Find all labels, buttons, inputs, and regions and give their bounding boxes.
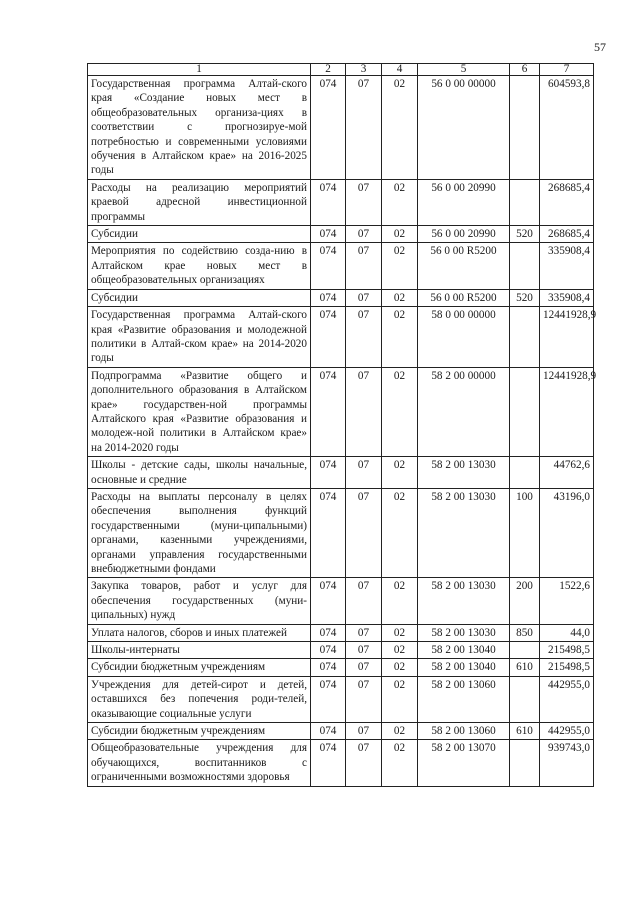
section-code-cell: 07 — [346, 659, 382, 676]
amount-cell: 335908,4 — [540, 289, 594, 306]
target-article-cell: 58 2 00 13030 — [418, 457, 510, 489]
target-article-cell: 56 0 00 R5200 — [418, 289, 510, 306]
section-code-cell: 07 — [346, 676, 382, 722]
column-header: 3 — [346, 64, 382, 76]
table-row — [88, 307, 594, 368]
ministry-code-cell: 074 — [311, 226, 346, 243]
table-row — [88, 488, 594, 577]
target-article-cell: 58 2 00 13030 — [418, 624, 510, 641]
amount-cell: 215498,5 — [540, 659, 594, 676]
expense-type-cell — [510, 76, 540, 180]
table-body — [88, 76, 597, 787]
section-code-cell: 07 — [346, 488, 382, 577]
amount-cell: 442955,0 — [540, 723, 594, 740]
section-code-cell: 07 — [346, 624, 382, 641]
section-code-cell: 07 — [346, 740, 382, 786]
amount-cell: 442955,0 — [540, 676, 594, 722]
target-article-cell: 56 0 00 20990 — [418, 179, 510, 225]
expense-type-cell — [510, 179, 540, 225]
section-code-cell: 07 — [346, 578, 382, 624]
amount-cell: 44762,6 — [540, 457, 594, 489]
section-code-cell: 07 — [346, 226, 382, 243]
section-code-cell: 07 — [346, 723, 382, 740]
target-article-cell: 56 0 00 R5200 — [418, 243, 510, 289]
table-row — [88, 226, 594, 243]
amount-cell: 43196,0 — [540, 488, 594, 577]
amount-cell: 939743,0 — [540, 740, 594, 786]
subsection-code-cell: 02 — [382, 243, 418, 289]
target-article-cell: 58 2 00 00000 — [418, 367, 510, 456]
ministry-code-cell: 074 — [311, 76, 346, 180]
table-row — [88, 624, 594, 641]
ministry-code-cell: 074 — [311, 289, 346, 306]
subsection-code-cell: 02 — [382, 76, 418, 180]
column-header: 2 — [311, 64, 346, 76]
column-header: 4 — [382, 64, 418, 76]
row-name-cell: Расходы на выплаты персоналу в целях обеспечения выполнения функций государственными (муни-ципальными) органами, казенными учреждениями, органами управления государственными внебюджетными фондами — [88, 488, 311, 577]
expense-type-cell: 200 — [510, 578, 540, 624]
row-name-cell: Закупка товаров, работ и услуг для обеспечения государственных (муни-ципальных) нужд — [88, 578, 311, 624]
column-header: 1 — [88, 64, 311, 76]
expense-type-cell — [510, 676, 540, 722]
row-name-cell: Подпрограмма «Развитие общего и дополнительного образования в Алтайском крае» государствен-ной программы Алтайского края «Развитие образования и молодеж-ной политики в Алтайском крае» на 2014-2020 годы — [88, 367, 311, 456]
subsection-code-cell: 02 — [382, 642, 418, 659]
table-header-row — [88, 64, 594, 76]
amount-cell: 44,0 — [540, 624, 594, 641]
amount-cell: 335908,4 — [540, 243, 594, 289]
ministry-code-cell: 074 — [311, 307, 346, 368]
target-article-cell: 56 0 00 20990 — [418, 226, 510, 243]
expense-type-cell — [510, 740, 540, 786]
subsection-code-cell: 02 — [382, 578, 418, 624]
row-name-cell: Государственная программа Алтай-ского края «Развитие образования и молодежной политики в Алтай-ском крае» на 2014-2020 годы — [88, 307, 311, 368]
subsection-code-cell: 02 — [382, 367, 418, 456]
expense-type-cell — [510, 307, 540, 368]
ministry-code-cell: 074 — [311, 624, 346, 641]
target-article-cell: 58 2 00 13070 — [418, 740, 510, 786]
subsection-code-cell: 02 — [382, 624, 418, 641]
amount-cell: 12441928,9 — [540, 367, 594, 456]
table-row — [88, 289, 594, 306]
table-row — [88, 367, 594, 456]
table-row — [88, 676, 594, 722]
section-code-cell: 07 — [346, 307, 382, 368]
table-row — [88, 243, 594, 289]
table-row — [88, 457, 594, 489]
target-article-cell: 58 2 00 13040 — [418, 659, 510, 676]
amount-cell: 12441928,9 — [540, 307, 594, 368]
expense-type-cell: 610 — [510, 659, 540, 676]
subsection-code-cell: 02 — [382, 289, 418, 306]
row-name-cell: Государственная программа Алтай-ского края «Создание новых мест в общеобразовательных организа-циях в соответствии с прогнозируе-мой потребностью и современными условиями обучения в Алтайском крае» на 2016-2025 годы — [88, 76, 311, 180]
table-row — [88, 642, 594, 659]
row-name-cell: Уплата налогов, сборов и иных платежей — [88, 624, 311, 641]
section-code-cell: 07 — [346, 289, 382, 306]
ministry-code-cell: 074 — [311, 578, 346, 624]
row-name-cell: Расходы на реализацию мероприятий краевой адресной инвестиционной программы — [88, 179, 311, 225]
row-name-cell: Субсидии — [88, 289, 311, 306]
column-header: 7 — [540, 64, 594, 76]
target-article-cell: 58 2 00 13060 — [418, 723, 510, 740]
subsection-code-cell: 02 — [382, 723, 418, 740]
table-row — [88, 659, 594, 676]
amount-cell: 1522,6 — [540, 578, 594, 624]
expense-type-cell: 520 — [510, 226, 540, 243]
row-name-cell: Школы-интернаты — [88, 642, 311, 659]
target-article-cell: 58 2 00 13030 — [418, 578, 510, 624]
target-article-cell: 58 2 00 13040 — [418, 642, 510, 659]
row-name-cell: Мероприятия по содействию созда-нию в Алтайском крае новых мест в общеобразовательных организациях — [88, 243, 311, 289]
table-row — [88, 740, 594, 786]
expense-type-cell: 100 — [510, 488, 540, 577]
section-code-cell: 07 — [346, 367, 382, 456]
table-row — [88, 179, 594, 225]
subsection-code-cell: 02 — [382, 226, 418, 243]
expense-type-cell — [510, 642, 540, 659]
subsection-code-cell: 02 — [382, 676, 418, 722]
subsection-code-cell: 02 — [382, 179, 418, 225]
subsection-code-cell: 02 — [382, 659, 418, 676]
expense-type-cell — [510, 243, 540, 289]
ministry-code-cell: 074 — [311, 367, 346, 456]
column-header: 6 — [510, 64, 540, 76]
table-row — [88, 578, 594, 624]
row-name-cell: Субсидии бюджетным учреждениям — [88, 659, 311, 676]
budget-table — [87, 63, 597, 787]
amount-cell: 268685,4 — [540, 179, 594, 225]
section-code-cell: 07 — [346, 179, 382, 225]
amount-cell: 215498,5 — [540, 642, 594, 659]
expense-type-cell: 850 — [510, 624, 540, 641]
subsection-code-cell: 02 — [382, 307, 418, 368]
section-code-cell: 07 — [346, 243, 382, 289]
expense-type-cell: 610 — [510, 723, 540, 740]
row-name-cell: Учреждения для детей-сирот и детей, оставшихся без попечения роди-телей, оказывающие социальные услуги — [88, 676, 311, 722]
ministry-code-cell: 074 — [311, 179, 346, 225]
table-row — [88, 723, 594, 740]
subsection-code-cell: 02 — [382, 457, 418, 489]
ministry-code-cell: 074 — [311, 676, 346, 722]
row-name-cell: Субсидии бюджетным учреждениям — [88, 723, 311, 740]
expense-type-cell — [510, 367, 540, 456]
ministry-code-cell: 074 — [311, 243, 346, 289]
section-code-cell: 07 — [346, 642, 382, 659]
expense-type-cell — [510, 457, 540, 489]
expense-type-cell: 520 — [510, 289, 540, 306]
column-header: 5 — [418, 64, 510, 76]
ministry-code-cell: 074 — [311, 659, 346, 676]
ministry-code-cell: 074 — [311, 740, 346, 786]
subsection-code-cell: 02 — [382, 740, 418, 786]
section-code-cell: 07 — [346, 457, 382, 489]
amount-cell: 268685,4 — [540, 226, 594, 243]
row-name-cell: Школы - детские сады, школы начальные, основные и средние — [88, 457, 311, 489]
target-article-cell: 58 2 00 13060 — [418, 676, 510, 722]
table-row — [88, 76, 594, 180]
row-name-cell: Общеобразовательные учреждения для обучающихся, воспитанников с ограниченными возможностями здоровья — [88, 740, 311, 786]
subsection-code-cell: 02 — [382, 488, 418, 577]
page-number: 57 — [594, 40, 606, 54]
row-name-cell: Субсидии — [88, 226, 311, 243]
ministry-code-cell: 074 — [311, 642, 346, 659]
target-article-cell: 56 0 00 00000 — [418, 76, 510, 180]
amount-cell: 604593,8 — [540, 76, 594, 180]
ministry-code-cell: 074 — [311, 723, 346, 740]
target-article-cell: 58 2 00 13030 — [418, 488, 510, 577]
ministry-code-cell: 074 — [311, 488, 346, 577]
section-code-cell: 07 — [346, 76, 382, 180]
target-article-cell: 58 0 00 00000 — [418, 307, 510, 368]
ministry-code-cell: 074 — [311, 457, 346, 489]
